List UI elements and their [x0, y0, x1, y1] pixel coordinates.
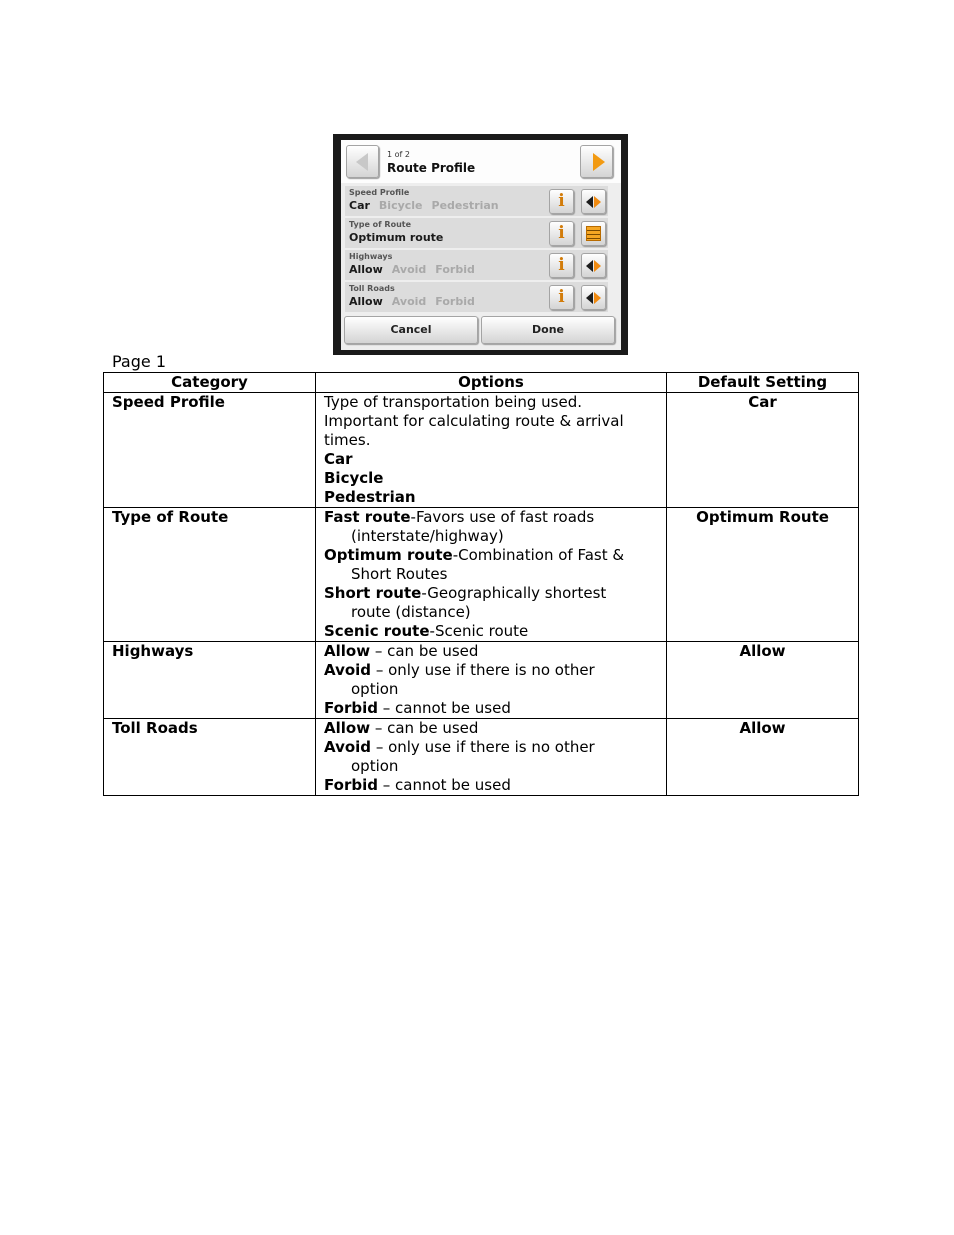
option[interactable]: Forbid	[435, 263, 475, 276]
option-description: -Scenic route	[429, 622, 529, 640]
done-button-label: Done	[532, 323, 564, 336]
table-header-row	[104, 373, 859, 393]
option-line	[324, 699, 658, 718]
option-selected[interactable]: Allow	[349, 295, 383, 308]
option-line	[324, 738, 658, 757]
category-cell: Type of Route	[104, 508, 316, 642]
option-name: Allow	[324, 719, 371, 737]
previous-page-button[interactable]	[346, 145, 379, 178]
option-name: Forbid	[324, 699, 378, 717]
setting-row[interactable]	[345, 282, 608, 312]
list-icon	[586, 226, 601, 241]
options-cell	[316, 393, 667, 508]
info-icon: i	[558, 191, 565, 211]
info-button[interactable]	[549, 189, 574, 214]
table-row	[104, 508, 859, 642]
option-description: times.	[324, 431, 371, 449]
option-line	[324, 661, 658, 680]
category-cell: Speed Profile	[104, 393, 316, 508]
info-icon: i	[558, 255, 565, 275]
default-setting-cell: Allow	[667, 719, 859, 796]
setting-label: Toll Roads	[349, 284, 395, 293]
toggle-option-button[interactable]	[581, 285, 606, 310]
info-icon: i	[558, 287, 565, 307]
option-description-continued: option	[351, 757, 399, 775]
toggle-option-button[interactable]	[581, 189, 606, 214]
option-line	[324, 450, 658, 469]
option-name: Pedestrian	[324, 488, 416, 506]
option-line	[324, 584, 658, 603]
option-line	[324, 776, 658, 795]
options-cell	[316, 642, 667, 719]
option-selected[interactable]: Car	[349, 199, 370, 212]
route-profile-screenshot	[333, 134, 628, 355]
header-options: Options	[316, 373, 667, 393]
option-line	[324, 622, 658, 641]
option-name: Short route	[324, 584, 422, 602]
cancel-button[interactable]	[344, 316, 478, 344]
option-description: – only use if there is no other	[371, 661, 595, 679]
arrow-right-icon	[593, 153, 605, 171]
default-setting-cell: Car	[667, 393, 859, 508]
option[interactable]: Pedestrian	[431, 199, 499, 212]
table-row	[104, 642, 859, 719]
option-selected[interactable]: Optimum route	[349, 231, 444, 244]
list-button[interactable]	[581, 221, 606, 246]
screen-title: Route Profile	[387, 161, 476, 175]
option-description: – cannot be used	[377, 776, 511, 794]
arrow-left-icon	[356, 153, 368, 171]
next-page-button[interactable]	[580, 145, 613, 178]
setting-label: Highways	[349, 252, 393, 261]
option-line	[324, 412, 658, 431]
option-description: -Geographically shortest	[421, 584, 607, 602]
arrow-left-icon	[586, 196, 593, 208]
screen-header	[341, 140, 621, 183]
option-description-continued: Short Routes	[351, 565, 448, 583]
arrow-right-icon	[594, 196, 601, 208]
button-bar	[341, 313, 621, 343]
option-name: Fast route	[324, 508, 411, 526]
info-button[interactable]	[549, 253, 574, 278]
arrow-right-icon	[594, 292, 601, 304]
option-name: Bicycle	[324, 469, 384, 487]
category-cell: Highways	[104, 642, 316, 719]
info-button[interactable]	[549, 221, 574, 246]
default-setting-cell: Optimum Route	[667, 508, 859, 642]
option-description-continued: (interstate/highway)	[351, 527, 504, 545]
option-description-continued: route (distance)	[351, 603, 471, 621]
category-cell: Toll Roads	[104, 719, 316, 796]
setting-label: Speed Profile	[349, 188, 410, 197]
option-line	[324, 642, 658, 661]
option-name: Optimum route	[324, 546, 453, 564]
options-cell	[316, 508, 667, 642]
option-description: -Favors use of fast roads	[410, 508, 595, 526]
device-screen	[341, 140, 621, 350]
setting-row[interactable]	[345, 218, 608, 248]
table-row	[104, 719, 859, 796]
option-description: -Combination of Fast &	[452, 546, 625, 564]
options-cell	[316, 719, 667, 796]
figure-caption: Page 1	[112, 352, 166, 371]
option-description: Important for calculating route & arrival	[324, 412, 624, 430]
table-row	[104, 393, 859, 508]
cancel-button-label: Cancel	[390, 323, 432, 336]
setting-row[interactable]	[345, 186, 608, 216]
option[interactable]: Forbid	[435, 295, 475, 308]
option[interactable]: Avoid	[391, 263, 427, 276]
option-selected[interactable]: Allow	[349, 263, 383, 276]
setting-options	[349, 231, 452, 245]
setting-label: Type of Route	[349, 220, 412, 229]
option-line	[324, 546, 658, 565]
setting-options	[349, 263, 484, 277]
route-profile-table	[103, 372, 859, 796]
option-line	[324, 469, 658, 488]
option-name: Forbid	[324, 776, 378, 794]
option-line	[324, 393, 658, 412]
option-description: – can be used	[370, 642, 479, 660]
header-category: Category	[104, 373, 316, 393]
setting-row[interactable]	[345, 250, 608, 280]
info-button[interactable]	[549, 285, 574, 310]
option-line	[324, 508, 658, 527]
toggle-option-button[interactable]	[581, 253, 606, 278]
option-name: Allow	[324, 642, 371, 660]
option-line	[324, 431, 658, 450]
option-name: Avoid	[324, 738, 372, 756]
option-description-continued: option	[351, 680, 399, 698]
arrow-left-icon	[586, 292, 593, 304]
option-description: – cannot be used	[377, 699, 511, 717]
done-button[interactable]	[481, 316, 615, 344]
option-line	[324, 719, 658, 738]
arrow-left-icon	[586, 260, 593, 272]
option-description: Type of transportation being used.	[324, 393, 583, 411]
page-indicator: 1 of 2	[387, 150, 410, 159]
option-name: Car	[324, 450, 353, 468]
option[interactable]: Bicycle	[378, 199, 423, 212]
default-setting-cell: Allow	[667, 642, 859, 719]
option-description: – can be used	[370, 719, 479, 737]
option-line	[324, 488, 658, 507]
arrow-right-icon	[594, 260, 601, 272]
setting-options	[349, 295, 484, 309]
option-name: Avoid	[324, 661, 372, 679]
option[interactable]: Avoid	[391, 295, 427, 308]
header-default-setting: Default Setting	[667, 373, 859, 393]
option-name: Scenic route	[324, 622, 430, 640]
info-icon: i	[558, 223, 565, 243]
option-description: – only use if there is no other	[371, 738, 595, 756]
setting-options	[349, 199, 508, 213]
